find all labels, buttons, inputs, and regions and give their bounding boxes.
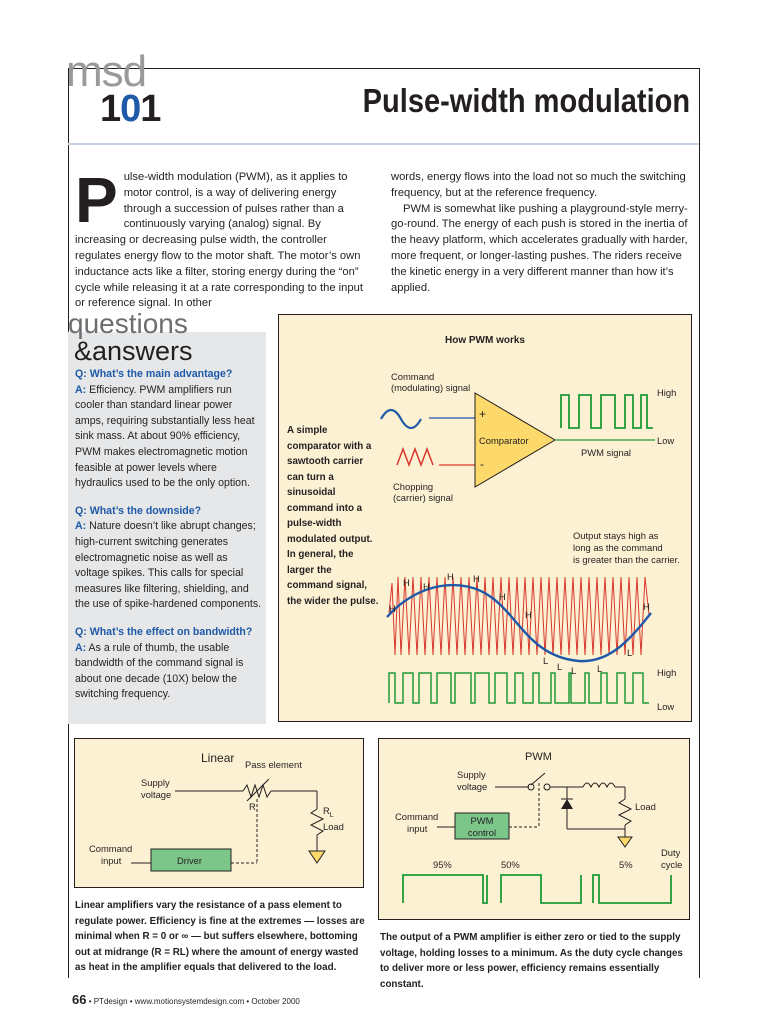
- answer-label: A:: [75, 383, 87, 396]
- duty-50-wave: [501, 875, 581, 903]
- inductor: [583, 783, 615, 787]
- note-line-2: long as the command: [573, 542, 663, 553]
- high-label-2: High: [657, 667, 677, 678]
- linear-figure: [74, 738, 364, 888]
- duty-95-label: 95%: [433, 859, 452, 870]
- h-marker: H: [389, 603, 396, 614]
- h-marker: H: [447, 571, 454, 582]
- article-col-1-text: ulse-width modulation (PWM), as it applies to motor control, is a way of delivering energy through a succession of pulses rather than a continuously varying (analog) signal. By increasing or decreasing pulse width, the controller regulates energy flow to the motor shaft. The motor’s own inductance acts like a filter, storing energy during the “on” cycle while releasing it at a rate corresponding to the input or reference signal. In other: [75, 171, 363, 310]
- figure-title: How PWM works: [444, 335, 525, 346]
- pwm-figure: [378, 738, 690, 920]
- command-label-1: Command: [395, 811, 439, 822]
- linear-title: Linear: [201, 751, 235, 765]
- duty-95-wave: [403, 875, 487, 903]
- pwm-title: PWM: [525, 751, 552, 763]
- l-marker: L: [597, 663, 603, 674]
- dropcap: P: [75, 164, 118, 236]
- driver-label: Driver: [177, 855, 202, 866]
- sine-icon: [381, 410, 421, 428]
- sawtooth-icon: [397, 449, 433, 465]
- rl-main: R: [323, 805, 330, 816]
- how-pwm-works-figure: [278, 314, 692, 722]
- website: www.motionsystemdesign.com: [134, 997, 245, 1006]
- article-col-1: [75, 164, 371, 312]
- pass-element-label: Pass element: [245, 759, 302, 770]
- duty-50-label: 50%: [501, 859, 520, 870]
- low-label-2: Low: [657, 701, 675, 712]
- question: Q: What’s the downside?: [75, 504, 202, 517]
- answer-label: A:: [75, 520, 87, 533]
- page-title: Pulse-width modulation: [362, 82, 690, 119]
- duty-5-label: 5%: [619, 859, 633, 870]
- command-label-1: Command: [391, 371, 435, 382]
- supply-label-2: voltage: [141, 789, 172, 800]
- load-resistor: [619, 799, 631, 825]
- answer: Nature doesn’t like abrupt changes; high-current switching generates electromagnetic noise as well as voltage spikes. This calls for special measures like filtering, shielding, and the use of spike-hardened components.: [75, 520, 262, 611]
- minus-sign: -: [480, 457, 484, 471]
- article-col-2-p2: PWM is somewhat like pushing a playground-style merry-go-round. The energy of each push is stored in the inertia of the heavy platform, which accelerates gradually with harder, more frequent, or longer-lasting pushes. The riders receive the kinetic energy in a very different manner than how it’s applied.: [391, 202, 688, 294]
- switch-contact: [544, 784, 550, 790]
- h-marker: H: [525, 609, 532, 620]
- command-label-1: Command: [89, 843, 133, 854]
- qa-title-questions: questions: [68, 308, 188, 339]
- ground-icon: [309, 851, 325, 863]
- h-marker: H: [403, 577, 410, 588]
- brand-msd: msd: [66, 47, 147, 96]
- article-col-2-p1: words, energy flows into the load not so much the switching frequency, but at the reference frequency.: [391, 171, 686, 199]
- footer: 66 • PTdesign • www.motionsystemdesign.com • October 2000: [72, 992, 300, 1007]
- load-label: Load: [323, 821, 344, 832]
- ground-icon: [618, 837, 632, 847]
- issue-date: October 2000: [251, 997, 300, 1006]
- supply-label-2: voltage: [457, 781, 488, 792]
- h-marker: H: [423, 581, 430, 592]
- h-marker: H: [499, 591, 506, 602]
- chopping-label-1: Chopping: [393, 481, 434, 492]
- pwm-signal-label: PWM signal: [581, 447, 632, 458]
- l-marker: L: [627, 647, 633, 658]
- answer: Efficiency. PWM amplifiers run cooler than standard linear power amps, requiring substantially less heat sink mass. At about 90% efficiency, PWM makes electromagnetic motion feasible at power levels where hydraulics used to be the only option.: [75, 383, 255, 490]
- question: Q: What’s the main advantage?: [75, 368, 233, 380]
- control-label-2: control: [467, 827, 497, 838]
- qa-list: [75, 367, 263, 715]
- control-label-1: PWM: [470, 815, 494, 826]
- rl-sub: L: [329, 811, 334, 819]
- duty-5-wave: [593, 875, 671, 903]
- qa-title-answers: &answers: [74, 336, 193, 366]
- answer: As a rule of thumb, the usable bandwidth of the command signal is about one decade (10X) below the switching frequency.: [75, 641, 244, 701]
- linear-caption: Linear amplifiers vary the resistance of a pass element to regulate power. Efficiency is fine at the extremes — losses are minimal when R = 0 or ∞ — but suffers elsewhere, bottoming out at midrange (R = RL) where the amount of energy wasted as heat in the amplifier equals that delivered to the load.: [75, 900, 365, 973]
- command-label-2: input: [407, 823, 428, 834]
- question: Q: What’s the effect on bandwidth?: [75, 625, 253, 638]
- l-marker: L: [543, 655, 549, 666]
- command-label-2: input: [101, 855, 122, 866]
- chopping-label-2: (carrier) signal: [393, 492, 453, 503]
- supply-label-1: Supply: [141, 777, 170, 788]
- r-label: R: [249, 801, 256, 812]
- rl-label: [323, 805, 334, 821]
- article-col-2: [391, 170, 689, 296]
- pwm-caption: The output of a PWM amplifier is either zero or tied to the supply voltage, holding losses to a minimum. As the duty cycle changes to deliver more or less power, efficiency remains essentially constant.: [380, 932, 683, 990]
- page-number: 66: [72, 992, 87, 1007]
- answer-label: A:: [75, 641, 87, 654]
- duty-label-2: cycle: [661, 859, 683, 870]
- diode: [561, 799, 573, 809]
- title-rule: [68, 143, 699, 145]
- plus-sign: +: [479, 407, 487, 421]
- high-label: High: [657, 387, 677, 398]
- note-line-1: Output stays high as: [573, 530, 659, 541]
- note-line-3: is greater than the carrier.: [573, 554, 680, 565]
- l-marker: L: [557, 661, 563, 672]
- qa-item: [75, 625, 263, 703]
- supply-label-1: Supply: [457, 769, 486, 780]
- duty-label-1: Duty: [661, 847, 681, 858]
- low-label: Low: [657, 435, 675, 446]
- command-label-2: (modulating) signal: [391, 382, 471, 393]
- load-label: Load: [635, 801, 656, 812]
- qa-item: [75, 504, 263, 613]
- load-resistor: [311, 809, 323, 835]
- pwm-output-wave: [561, 395, 653, 428]
- comparator-label: Comparator: [479, 435, 529, 446]
- brand-101: 101: [100, 88, 161, 130]
- h-marker: H: [643, 601, 650, 612]
- h-marker: H: [473, 573, 480, 584]
- pwm-diagram: [279, 315, 691, 721]
- pwm-output-waveform: [389, 673, 649, 703]
- figure-side-caption: A simple comparator with a sawtooth carrier can turn a sinusoidal command into a pulse-width modulated output. In general, the larger the command signal, the wider the pulse.: [287, 425, 379, 607]
- l-marker: L: [571, 665, 577, 676]
- magazine-name: PTdesign: [93, 997, 128, 1006]
- qa-item: [75, 367, 263, 492]
